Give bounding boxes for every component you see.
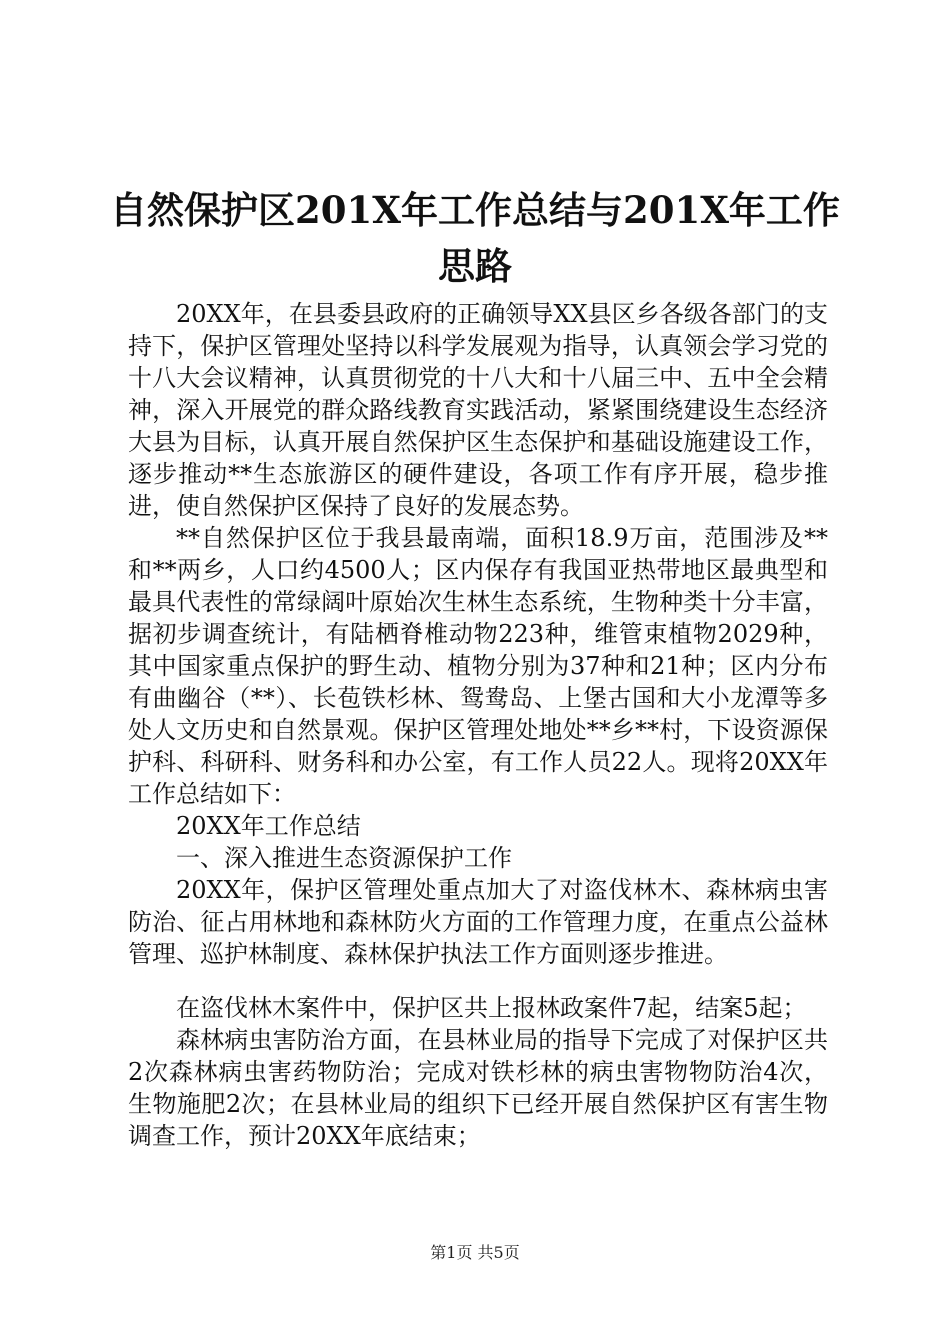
section-heading-protection: 一、深入推进生态资源保护工作 <box>176 844 512 872</box>
paragraph-protection: 20XX年，保护区管理处重点加大了对盗伐林木、森林病虫害防治、征占用林地和森林防火方面的工作管理力度，在重点公益林管理、巡护林制度、森林保护执法工作方面则逐步推进。 <box>128 876 828 968</box>
section-heading-summary: 20XX年工作总结 <box>176 812 361 840</box>
page-footer: 第1页 共5页 <box>430 1243 520 1262</box>
paragraph-intro: 20XX年，在县委县政府的正确领导XX县区乡各级各部门的支持下，保护区管理处坚持以科学发展观为指导，认真领会学习党的十八大会议精神，认真贯彻党的十八大和十八届三中、五中全会精神，深入开展党的群众路线教育实践活动，紧紧围绕建设生态经济大县为目标，认真开展自然保护区生态保护和基础设施建设工作，逐步推动**生态旅游区的硬件建设，各项工作有序开展，稳步推进，使自然保护区保持了良好的发展态势。 <box>128 300 828 520</box>
document-body <box>128 298 828 1152</box>
paragraph-overview: **自然保护区位于我县最南端，面积18.9万亩，范围涉及**和**两乡，人口约4500人；区内保存有我国亚热带地区最典型和最具代表性的常绿阔叶原始次生林生态系统，生物种类十分丰富，据初步调查统计，有陆栖脊椎动物223种，维管束植物2029种，其中国家重点保护的野生动、植物分别为37种和21种；区内分布有曲幽谷（**）、长苞铁杉林、鸳鸯岛、上堡古国和大小龙潭等多处人文历史和自然景观。保护区管理处地处**乡**村，下设资源保护科、科研科、财务科和办公室，有工作人员22人。现将20XX年工作总结如下： <box>128 524 828 808</box>
paragraph-cases: 在盗伐林木案件中，保护区共上报林政案件7起，结案5起； <box>176 994 807 1022</box>
paragraph-pest-control: 森林病虫害防治方面，在县林业局的指导下完成了对保护区共2次森林病虫害药物防治；完成对铁杉林的病虫害物物防治4次，生物施肥2次；在县林业局的组织下已经开展自然保护区有害生物调查工作，预计20XX年底结束； <box>128 1026 828 1150</box>
document-title: 自然保护区201X年工作总结与201X年工作思路 <box>110 188 840 288</box>
